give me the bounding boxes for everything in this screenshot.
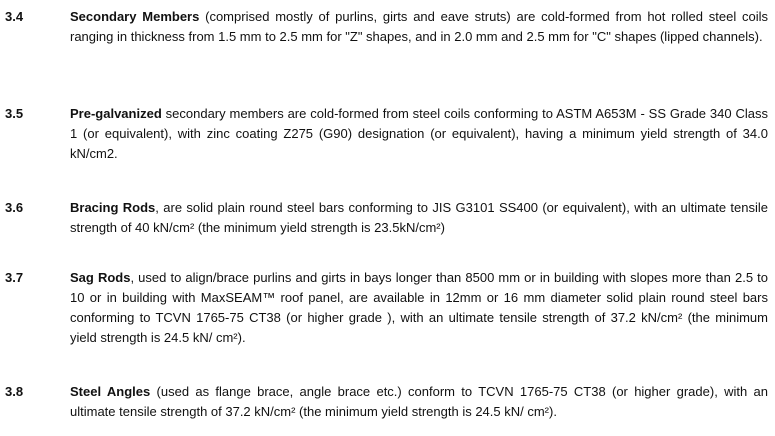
item-body: , used to align/brace purlins and girts in bays longer than 8500 mm or in building with slopes more than 2.5 to 10 or in building with MaxSEAM™ roof panel, are available in 12mm or 16 mm diameter solid plain round steel bars conforming to TCVN 1765-75 CT38 (or higher grade ), with an ultimate tensile strength of 37.2 kN/cm² (the minimum yield strength is 24.5 kN/ cm²). <box>70 270 768 345</box>
item-text <box>70 198 768 238</box>
item-lead-term: Secondary Members <box>70 9 200 24</box>
item-number: 3.5 <box>5 106 24 121</box>
item-number: 3.4 <box>5 9 24 24</box>
item-number: 3.7 <box>5 270 24 285</box>
item-lead-term: Pre-galvanized <box>70 106 162 121</box>
item-body: (comprised mostly of purlins, girts and eave struts) are cold-formed from hot rolled steel coils ranging in thickness from 1.5 mm to 2.5 mm for "Z" shapes, and in 2.0 mm and 2.5 mm for "C" shapes (lipped channels). <box>70 9 768 44</box>
item-number: 3.8 <box>5 384 24 399</box>
item-body: secondary members are cold-formed from steel coils conforming to ASTM A653M - SS Grade 340 Class 1 (or equivalent), with zinc coating Z275 (G90) designation (or equivalent), having a minimum yield strength of 34.0 kN/cm2. <box>70 106 768 161</box>
item-text <box>70 382 768 422</box>
item-lead-term: Sag Rods <box>70 270 131 285</box>
item-lead-term: Steel Angles <box>70 384 151 399</box>
item-text <box>70 7 768 47</box>
item-lead-term: Bracing Rods <box>70 200 156 215</box>
item-text <box>70 268 768 348</box>
item-number: 3.6 <box>5 200 24 215</box>
item-text <box>70 104 768 164</box>
item-body: (used as flange brace, angle brace etc.) conform to TCVN 1765-75 CT38 (or higher grade), with an ultimate tensile strength of 37.2 kN/cm² (the minimum yield strength is 24.5 kN/ cm²). <box>70 384 768 419</box>
item-body: , are solid plain round steel bars conforming to JIS G3101 SS400 (or equivalent), with an ultimate tensile strength of 40 kN/cm² (the minimum yield strength is 23.5kN/cm²) <box>70 200 768 235</box>
